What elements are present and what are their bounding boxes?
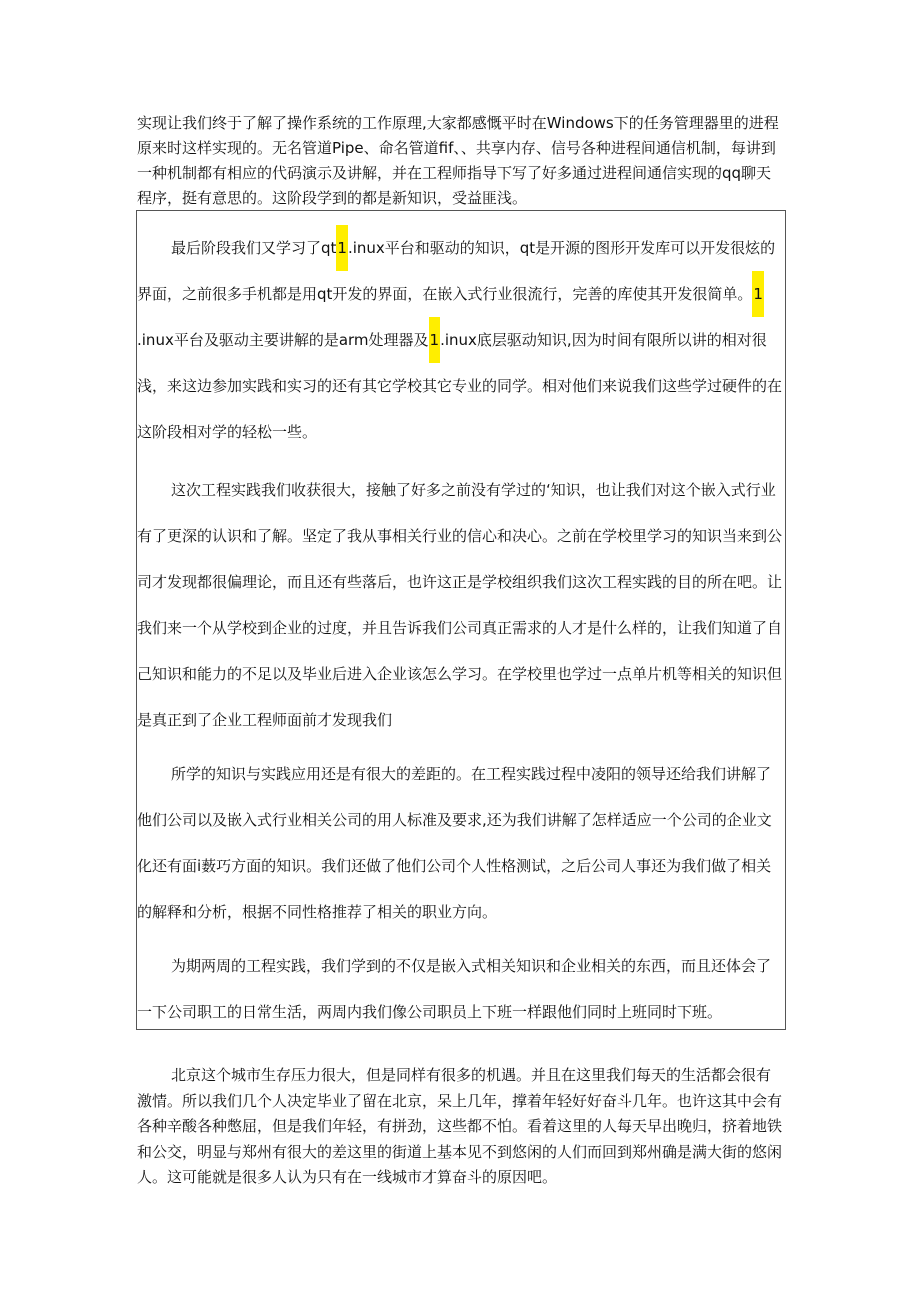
bordered-text-box [136,210,786,1030]
box-paragraph-qt-linux: 最后阶段我们又学习了qt1.inux平台和驱动的知识，qt是开源的图形开发库可以开发很炫的界面，之前很多手机都是用qt开发的界面，在嵌入式行业很流行，完善的库使其开发很简单。1.inux平台及驱动主要讲解的是arm处理器及1.inux底层驱动知识,因为时间有限所以讲的相对很浅，来这边参加实践和实习的还有其它学校其它专业的同学。相对他们来说我们这些学过硬件的在这阶段相对学的轻松一些。 [137,225,785,455]
highlight-mark: 1 [752,271,764,317]
box-paragraph-harvest: 这次工程实践我们收获很大，接触了好多之前没有学过的‘知识，也让我们对这个嵌入式行业有了更深的认识和了解。坚定了我从事相关行业的信心和决心。之前在学校里学习的知识当来到公司才发现都很偏理论，而且还有些落后，也许这正是学校组织我们这次工程实践的目的所在吧。让我们来一个从学校到企业的过度，并且告诉我们公司真正需求的人才是什么样的，让我们知道了自己知识和能力的不足以及毕业后进入企业该怎么学习。在学校里也学过一点单片机等相关的知识但是真正到了企业工程师面前才发现我们 [137,481,783,729]
intro-paragraph: 实现让我们终于了解了操作系统的工作原理,大家都感慨平时在Windows下的任务管理器里的进程原来时这样实现的。无名管道Pipe、命名管道fif、、共享内存、信号各种进程间通信机制，每讲到一种机制都有相应的代码演示及讲解，并在工程师指导下写了好多通过进程间通信实现的qq聊天程序，挺有意思的。这阶段学到的都是新知识，受益匪浅。 [137,114,779,207]
beijing-paragraph: 北京这个城市生存压力很大，但是同样有很多的机遇。并且在这里我们每天的生活都会很有激情。所以我们几个人决定毕业了留在北京，呆上几年，撑着年轻好好奋斗几年。也许这其中会有各种辛酸各种憋屈，但是我们年轻，有拼劲，这些都不怕。看着这里的人每天早出晚归，挤着地铁和公交，明显与郑州有很大的差这里的街道上基本见不到悠闲的人们而回到郑州确是满大街的悠闲人。这可能就是很多人认为只有在一线城市才算奋斗的原因吧。 [137,1066,783,1186]
highlight-mark: 1 [429,317,441,363]
highlight-mark: 1 [336,225,348,271]
box-paragraph-two-weeks: 为期两周的工程实践，我们学到的不仅是嵌入式相关知识和企业相关的东西，而且还体会了一下公司职工的日常生活，两周内我们像公司职员上下班一样跟他们同时上班同时下班。 [137,957,772,1021]
box-paragraph-gap: 所学的知识与实践应用还是有很大的差距的。在工程实践过程中凌阳的领导还给我们讲解了他们公司以及嵌入式行业相关公司的用人标准及要求,还为我们讲解了怎样适应一个公司的企业文化还有面i薮巧方面的知识。我们还做了他们公司个人性格测试，之后公司人事还为我们做了相关的解释和分析，根据不同性格推荐了相关的职业方向。 [137,765,772,921]
